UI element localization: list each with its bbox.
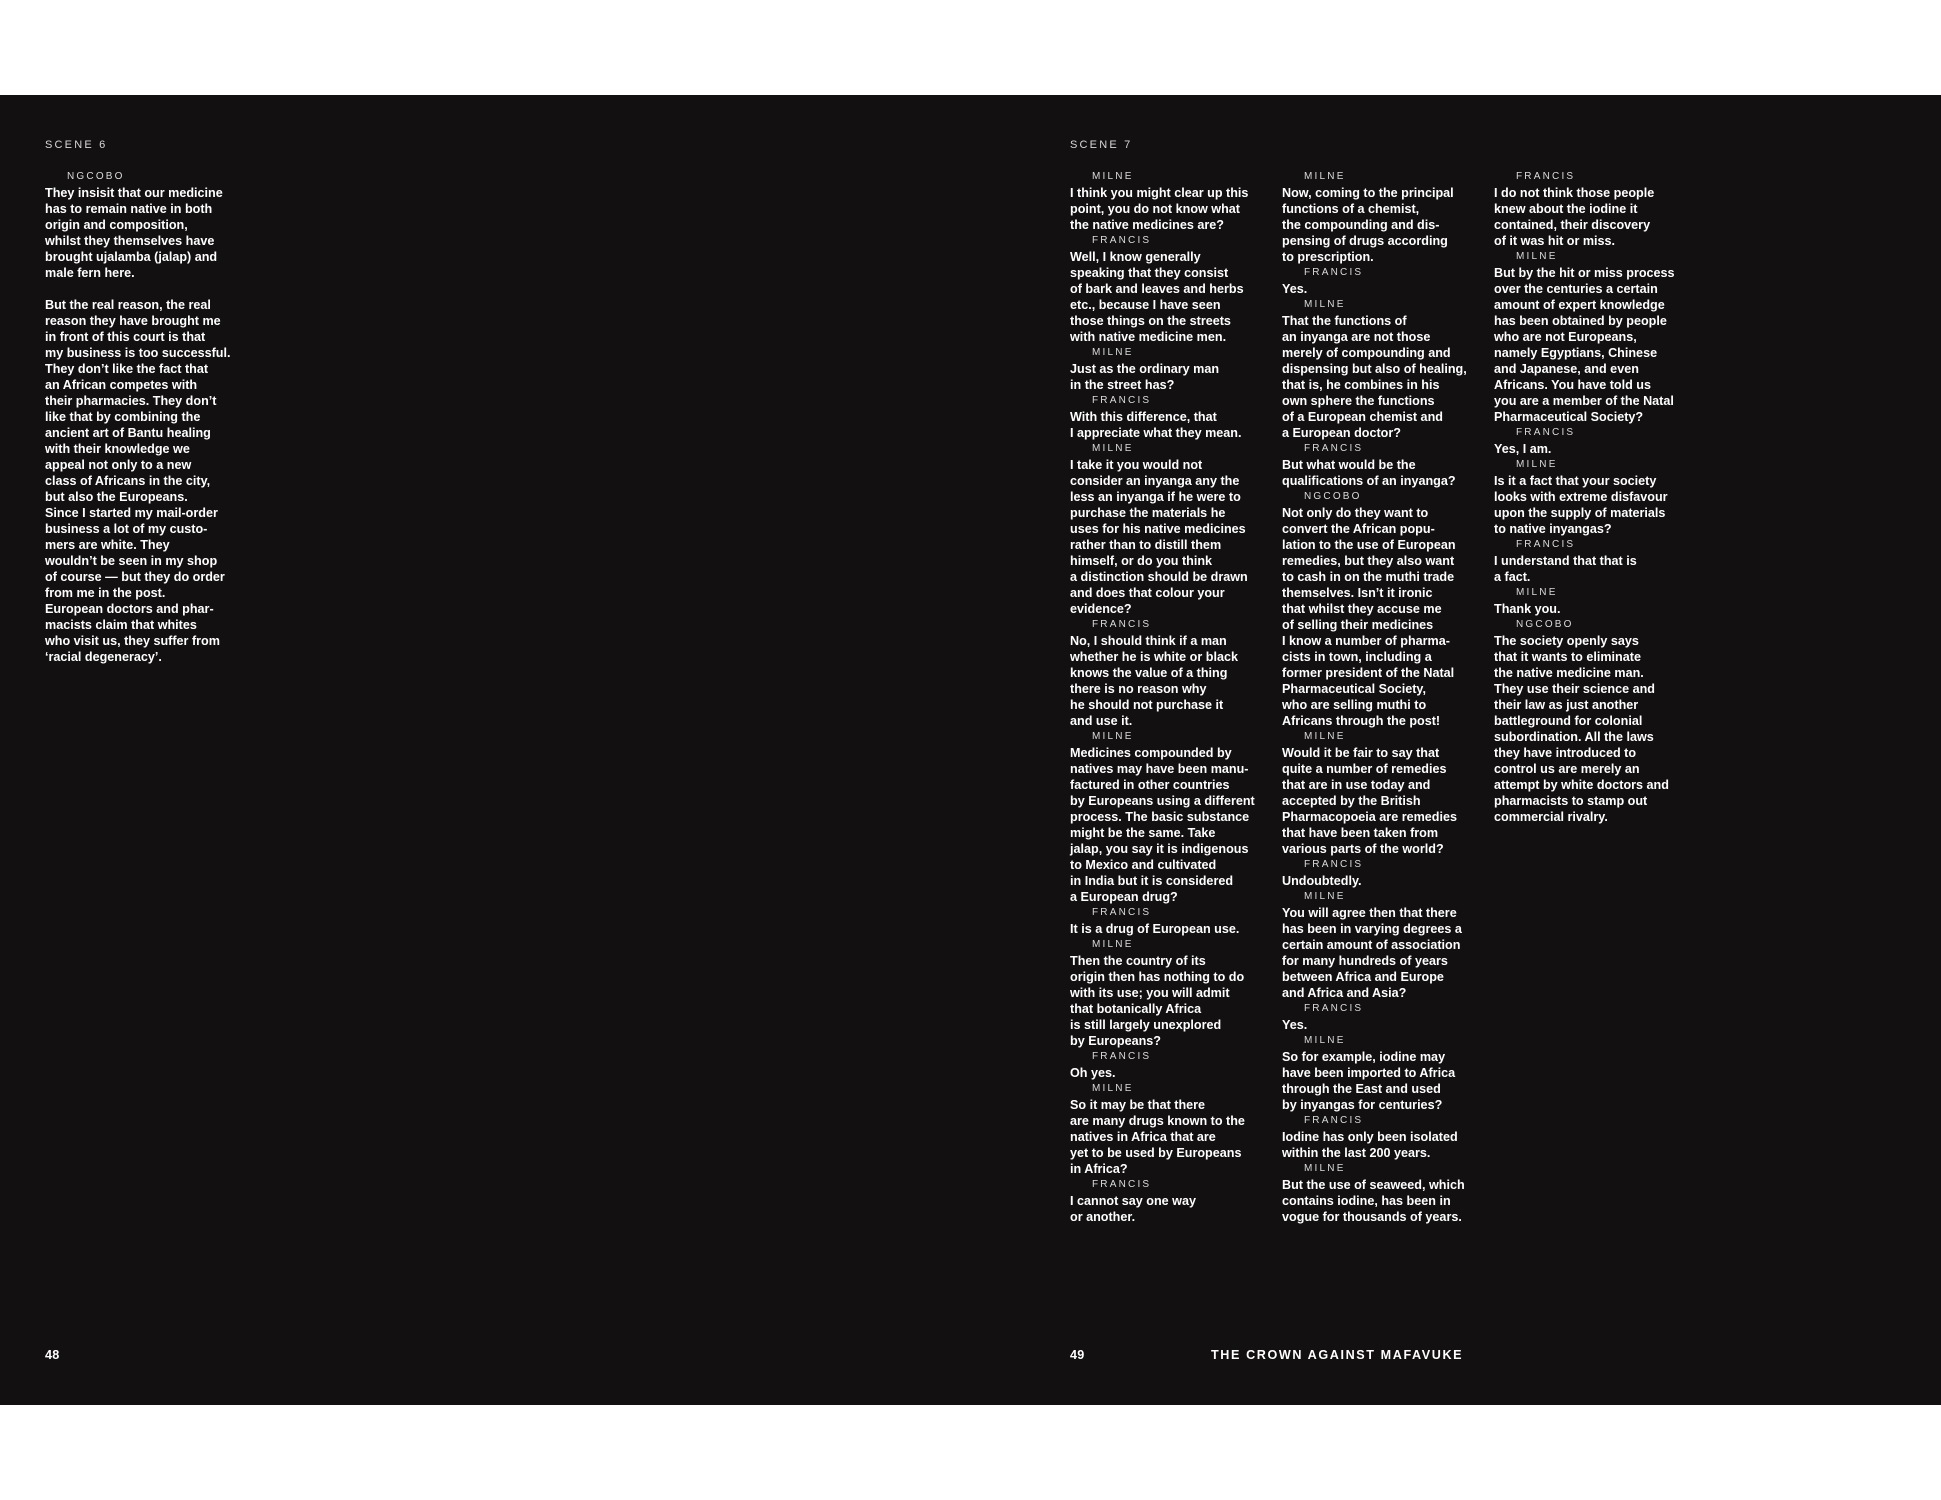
dialogue-line: convert the African popu-: [1282, 522, 1435, 536]
dialogue-line: are many drugs known to the: [1070, 1114, 1245, 1128]
dialogue-line: accepted by the British: [1282, 794, 1421, 808]
dialogue-line: with its use; you will admit: [1070, 986, 1230, 1000]
dialogue-line: a fact.: [1494, 570, 1531, 584]
dialogue-line: No, I should think if a man: [1070, 634, 1227, 648]
dialogue-line: Undoubtedly.: [1282, 874, 1362, 888]
speaker-name: FRANCIS: [1304, 1003, 1364, 1014]
dialogue-line: I do not think those people: [1494, 186, 1655, 200]
dialogue-line: knows the value of a thing: [1070, 666, 1228, 680]
dialogue-line: my business is too successful.: [45, 346, 231, 360]
speaker-name: FRANCIS: [1304, 267, 1364, 278]
dialogue-line: functions of a chemist,: [1282, 202, 1420, 216]
speaker-name: FRANCIS: [1092, 907, 1152, 918]
dialogue-line: I cannot say one way: [1070, 1194, 1196, 1208]
dialogue-line: that whilst they accuse me: [1282, 602, 1442, 616]
dialogue-line: brought ujalamba (jalap) and: [45, 250, 218, 264]
speaker-name: FRANCIS: [1516, 171, 1576, 182]
speaker-name: MILNE: [1092, 731, 1134, 742]
dialogue-line: by inyangas for centuries?: [1282, 1098, 1443, 1112]
dialogue-line: of course — but they do order: [45, 570, 225, 584]
dialogue-line: like that by combining the: [45, 410, 201, 424]
dialogue-line: to Mexico and cultivated: [1070, 858, 1217, 872]
dialogue-line: of a European chemist and: [1282, 410, 1443, 424]
left-page: [0, 95, 970, 1405]
dialogue-line: Not only do they want to: [1282, 506, 1429, 520]
dialogue-line: factured in other countries: [1070, 778, 1230, 792]
dialogue-line: European doctors and phar-: [45, 602, 214, 616]
dialogue-line: So it may be that there: [1070, 1098, 1206, 1112]
dialogue-line: in Africa?: [1070, 1162, 1128, 1176]
dialogue-line: I understand that that is: [1494, 554, 1637, 568]
speaker-name: MILNE: [1516, 459, 1558, 470]
dialogue-line: origin then has nothing to do: [1070, 970, 1245, 984]
dialogue-line: certain amount of association: [1282, 938, 1461, 952]
dialogue-line: Thank you.: [1494, 602, 1561, 616]
dialogue-line: wouldn’t be seen in my shop: [45, 554, 218, 568]
page-number-left: 48: [45, 1348, 60, 1362]
dialogue-line: I think you might clear up this: [1070, 186, 1249, 200]
dialogue-line: whilst they themselves have: [45, 234, 215, 248]
dialogue-line: you are a member of the Natal: [1494, 394, 1674, 408]
speaker-name: MILNE: [1092, 939, 1134, 950]
dialogue-line: vogue for thousands of years.: [1282, 1210, 1462, 1224]
dialogue-line: You will agree then that there: [1282, 906, 1457, 920]
dialogue-line: So for example, iodine may: [1282, 1050, 1446, 1064]
page-number-right: 49: [1070, 1348, 1085, 1362]
dialogue-line: and use it.: [1070, 714, 1133, 728]
dialogue-line: that is, he combines in his: [1282, 378, 1440, 392]
dialogue-line: purchase the materials he: [1070, 506, 1226, 520]
dialogue-line: yet to be used by Europeans: [1070, 1146, 1242, 1160]
dialogue-line: uses for his native medicines: [1070, 522, 1246, 536]
dialogue-line: Yes.: [1282, 282, 1308, 296]
dialogue-line: pharmacists to stamp out: [1494, 794, 1648, 808]
dialogue-line: business a lot of my custo-: [45, 522, 208, 536]
dialogue-line: But the real reason, the real: [45, 298, 211, 312]
dialogue-line: in front of this court is that: [45, 330, 206, 344]
speaker-name: MILNE: [1304, 171, 1346, 182]
speaker-name: FRANCIS: [1516, 539, 1576, 550]
speaker-name: FRANCIS: [1092, 395, 1152, 406]
dialogue-line: Africans through the post!: [1282, 714, 1441, 728]
dialogue-line: consider an inyanga any the: [1070, 474, 1240, 488]
dialogue-line: of bark and leaves and herbs: [1070, 282, 1244, 296]
dialogue-line: speaking that they consist: [1070, 266, 1229, 280]
dialogue-line: an African competes with: [45, 378, 198, 392]
dialogue-line: But the use of seaweed, which: [1282, 1178, 1465, 1192]
dialogue-line: dispensing but also of healing,: [1282, 362, 1467, 376]
speaker-name: FRANCIS: [1092, 619, 1152, 630]
book-spread: [0, 95, 1941, 1405]
right-column-2: [1282, 169, 1482, 1225]
dialogue-line: and Africa and Asia?: [1282, 986, 1407, 1000]
dialogue-line: Yes, I am.: [1494, 442, 1552, 456]
dialogue-line: the native medicines are?: [1070, 218, 1224, 232]
dialogue-line: has been obtained by people: [1494, 314, 1667, 328]
dialogue-line: knew about the iodine it: [1494, 202, 1638, 216]
dialogue-line: upon the supply of materials: [1494, 506, 1666, 520]
speaker-name: FRANCIS: [1092, 1179, 1152, 1190]
dialogue-line: an inyanga are not those: [1282, 330, 1431, 344]
dialogue-line: their law as just another: [1494, 698, 1639, 712]
dialogue-line: by Europeans using a different: [1070, 794, 1255, 808]
dialogue-line: himself, or do you think: [1070, 554, 1213, 568]
dialogue-line: have been imported to Africa: [1282, 1066, 1456, 1080]
dialogue-line: for many hundreds of years: [1282, 954, 1448, 968]
dialogue-line: those things on the streets: [1070, 314, 1231, 328]
speaker-name: FRANCIS: [1092, 235, 1152, 246]
dialogue-line: Medicines compounded by: [1070, 746, 1232, 760]
dialogue-line: through the East and used: [1282, 1082, 1441, 1096]
dialogue-line: That the functions of: [1282, 314, 1407, 328]
dialogue-line: Africans. You have told us: [1494, 378, 1651, 392]
dialogue-line: ‘racial degeneracy’.: [45, 650, 162, 664]
speaker-name: MILNE: [1516, 587, 1558, 598]
dialogue-line: from me in the post.: [45, 586, 166, 600]
speaker-name: NGCOBO: [1304, 491, 1362, 502]
speaker-name: FRANCIS: [1304, 859, 1364, 870]
dialogue-line: natives in Africa that are: [1070, 1130, 1216, 1144]
dialogue-line: Well, I know generally: [1070, 250, 1201, 264]
dialogue-line: qualifications of an inyanga?: [1282, 474, 1456, 488]
dialogue-line: Then the country of its: [1070, 954, 1206, 968]
dialogue-line: mers are white. They: [45, 538, 170, 552]
dialogue-line: has been in varying degrees a: [1282, 922, 1462, 936]
dialogue-line: there is no reason why: [1070, 682, 1207, 696]
dialogue-line: process. The basic substance: [1070, 810, 1250, 824]
dialogue-line: various parts of the world?: [1282, 842, 1444, 856]
dialogue-line: origin and composition,: [45, 218, 188, 232]
dialogue-line: I know a number of pharma-: [1282, 634, 1450, 648]
speaker-name: NGCOBO: [1516, 619, 1574, 630]
dialogue-line: Iodine has only been isolated: [1282, 1130, 1458, 1144]
dialogue-line: that are in use today and: [1282, 778, 1431, 792]
dialogue-line: in the street has?: [1070, 378, 1175, 392]
dialogue-line: merely of compounding and: [1282, 346, 1451, 360]
dialogue-line: They use their science and: [1494, 682, 1655, 696]
dialogue-line: of selling their medicines: [1282, 618, 1434, 632]
dialogue-line: that botanically Africa: [1070, 1002, 1202, 1016]
dialogue-line: of it was hit or miss.: [1494, 234, 1616, 248]
dialogue-line: they have introduced to: [1494, 746, 1637, 760]
dialogue-line: appeal not only to a new: [45, 458, 192, 472]
dialogue-line: by Europeans?: [1070, 1034, 1161, 1048]
dialogue-line: who are selling muthi to: [1282, 698, 1427, 712]
dialogue-line: Pharmaceutical Society?: [1494, 410, 1644, 424]
speaker-name: NGCOBO: [67, 171, 125, 182]
dialogue-line: within the last 200 years.: [1282, 1146, 1431, 1160]
dialogue-line: It is a drug of European use.: [1070, 922, 1240, 936]
dialogue-line: and does that colour your: [1070, 586, 1225, 600]
dialogue-line: with native medicine men.: [1070, 330, 1227, 344]
dialogue-line: jalap, you say it is indigenous: [1070, 842, 1249, 856]
dialogue-line: a European drug?: [1070, 890, 1178, 904]
dialogue-line: I take it you would not: [1070, 458, 1203, 472]
dialogue-line: cists in town, including a: [1282, 650, 1432, 664]
dialogue-line: is still largely unexplored: [1070, 1018, 1222, 1032]
speaker-name: FRANCIS: [1516, 427, 1576, 438]
dialogue-line: Pharmacopoeia are remedies: [1282, 810, 1458, 824]
dialogue-line: Pharmaceutical Society,: [1282, 682, 1426, 696]
dialogue-line: attempt by white doctors and: [1494, 778, 1669, 792]
dialogue-line: commercial rivalry.: [1494, 810, 1608, 824]
speaker-name: FRANCIS: [1304, 443, 1364, 454]
dialogue-line: has to remain native in both: [45, 202, 213, 216]
dialogue-line: reason they have brought me: [45, 314, 221, 328]
speaker-name: MILNE: [1516, 251, 1558, 262]
speaker-name: FRANCIS: [1304, 1115, 1364, 1126]
dialogue-line: I appreciate what they mean.: [1070, 426, 1242, 440]
dialogue-line: whether he is white or black: [1070, 650, 1238, 664]
speaker-name: MILNE: [1304, 1163, 1346, 1174]
dialogue-line: their pharmacies. They don’t: [45, 394, 217, 408]
dialogue-line: the compounding and dis-: [1282, 218, 1440, 232]
dialogue-line: looks with extreme disfavour: [1494, 490, 1668, 504]
dialogue-line: remedies, but they also want: [1282, 554, 1455, 568]
dialogue-line: who visit us, they suffer from: [45, 634, 220, 648]
dialogue-line: less an inyanga if he were to: [1070, 490, 1241, 504]
speaker-name: MILNE: [1092, 347, 1134, 358]
speaker-name: MILNE: [1092, 1083, 1134, 1094]
dialogue-line: in India but it is considered: [1070, 874, 1234, 888]
speaker-name: MILNE: [1304, 731, 1346, 742]
dialogue-line: the native medicine man.: [1494, 666, 1644, 680]
dialogue-line: namely Egyptians, Chinese: [1494, 346, 1658, 360]
dialogue-line: to native inyangas?: [1494, 522, 1612, 536]
dialogue-line: amount of expert knowledge: [1494, 298, 1665, 312]
dialogue-line: Yes.: [1282, 1018, 1308, 1032]
dialogue-line: might be the same. Take: [1070, 826, 1216, 840]
dialogue-line: who are not Europeans,: [1494, 330, 1637, 344]
dialogue-line: With this difference, that: [1070, 410, 1217, 424]
speaker-name: MILNE: [1092, 171, 1134, 182]
dialogue-line: former president of the Natal: [1282, 666, 1455, 680]
dialogue-line: with their knowledge we: [45, 442, 190, 456]
dialogue-line: Would it be fair to say that: [1282, 746, 1440, 760]
speaker-name: MILNE: [1304, 891, 1346, 902]
dialogue-line: contains iodine, has been in: [1282, 1194, 1451, 1208]
running-title: THE CROWN AGAINST MAFAVUKE: [1211, 1348, 1464, 1362]
dialogue-line: male fern here.: [45, 266, 135, 280]
speaker-name: MILNE: [1092, 443, 1134, 454]
dialogue-line: that it wants to eliminate: [1494, 650, 1641, 664]
dialogue-line: contained, their discovery: [1494, 218, 1651, 232]
dialogue-line: evidence?: [1070, 602, 1132, 616]
scene-label-right: SCENE 7: [1070, 139, 1133, 151]
dialogue-line: etc., because I have seen: [1070, 298, 1221, 312]
dialogue-line: subordination. All the laws: [1494, 730, 1654, 744]
dialogue-line: They insisit that our medicine: [45, 186, 223, 200]
right-column-3: [1494, 169, 1694, 825]
dialogue-line: Just as the ordinary man: [1070, 362, 1220, 376]
dialogue-line: Since I started my mail-order: [45, 506, 218, 520]
dialogue-line: But by the hit or miss process: [1494, 266, 1675, 280]
dialogue-line: Oh yes.: [1070, 1066, 1116, 1080]
speaker-name: MILNE: [1304, 299, 1346, 310]
dialogue-line: quite a number of remedies: [1282, 762, 1447, 776]
dialogue-line: between Africa and Europe: [1282, 970, 1444, 984]
dialogue-line: ancient art of Bantu healing: [45, 426, 211, 440]
dialogue-line: pensing of drugs according: [1282, 234, 1448, 248]
dialogue-line: Now, coming to the principal: [1282, 186, 1454, 200]
dialogue-line: or another.: [1070, 1210, 1136, 1224]
dialogue-line: control us are merely an: [1494, 762, 1640, 776]
dialogue-line: rather than to distill them: [1070, 538, 1222, 552]
dialogue-line: point, you do not know what: [1070, 202, 1240, 216]
dialogue-line: a distinction should be drawn: [1070, 570, 1248, 584]
dialogue-line: to cash in on the muthi trade: [1282, 570, 1455, 584]
dialogue-line: but also the Europeans.: [45, 490, 188, 504]
dialogue-line: class of Africans in the city,: [45, 474, 211, 488]
dialogue-line: a European doctor?: [1282, 426, 1401, 440]
right-page: [970, 95, 1941, 1405]
dialogue-line: own sphere the functions: [1282, 394, 1435, 408]
dialogue-line: he should not purchase it: [1070, 698, 1224, 712]
paragraph-gap: [45, 281, 245, 297]
dialogue-line: Is it a fact that your society: [1494, 474, 1657, 488]
dialogue-line: natives may have been manu-: [1070, 762, 1249, 776]
right-column-1: [1070, 169, 1270, 1225]
left-column: [45, 169, 245, 665]
dialogue-line: to prescription.: [1282, 250, 1374, 264]
dialogue-line: over the centuries a certain: [1494, 282, 1658, 296]
speaker-name: FRANCIS: [1092, 1051, 1152, 1062]
dialogue-line: lation to the use of European: [1282, 538, 1456, 552]
dialogue-line: and Japanese, and even: [1494, 362, 1639, 376]
dialogue-line: They don’t like the fact that: [45, 362, 209, 376]
speaker-name: MILNE: [1304, 1035, 1346, 1046]
dialogue-line: macists claim that whites: [45, 618, 197, 632]
dialogue-line: that have been taken from: [1282, 826, 1439, 840]
scene-label-left: SCENE 6: [45, 139, 108, 151]
dialogue-line: The society openly says: [1494, 634, 1639, 648]
dialogue-line: themselves. Isn’t it ironic: [1282, 586, 1433, 600]
dialogue-line: But what would be the: [1282, 458, 1416, 472]
dialogue-line: battleground for colonial: [1494, 714, 1643, 728]
